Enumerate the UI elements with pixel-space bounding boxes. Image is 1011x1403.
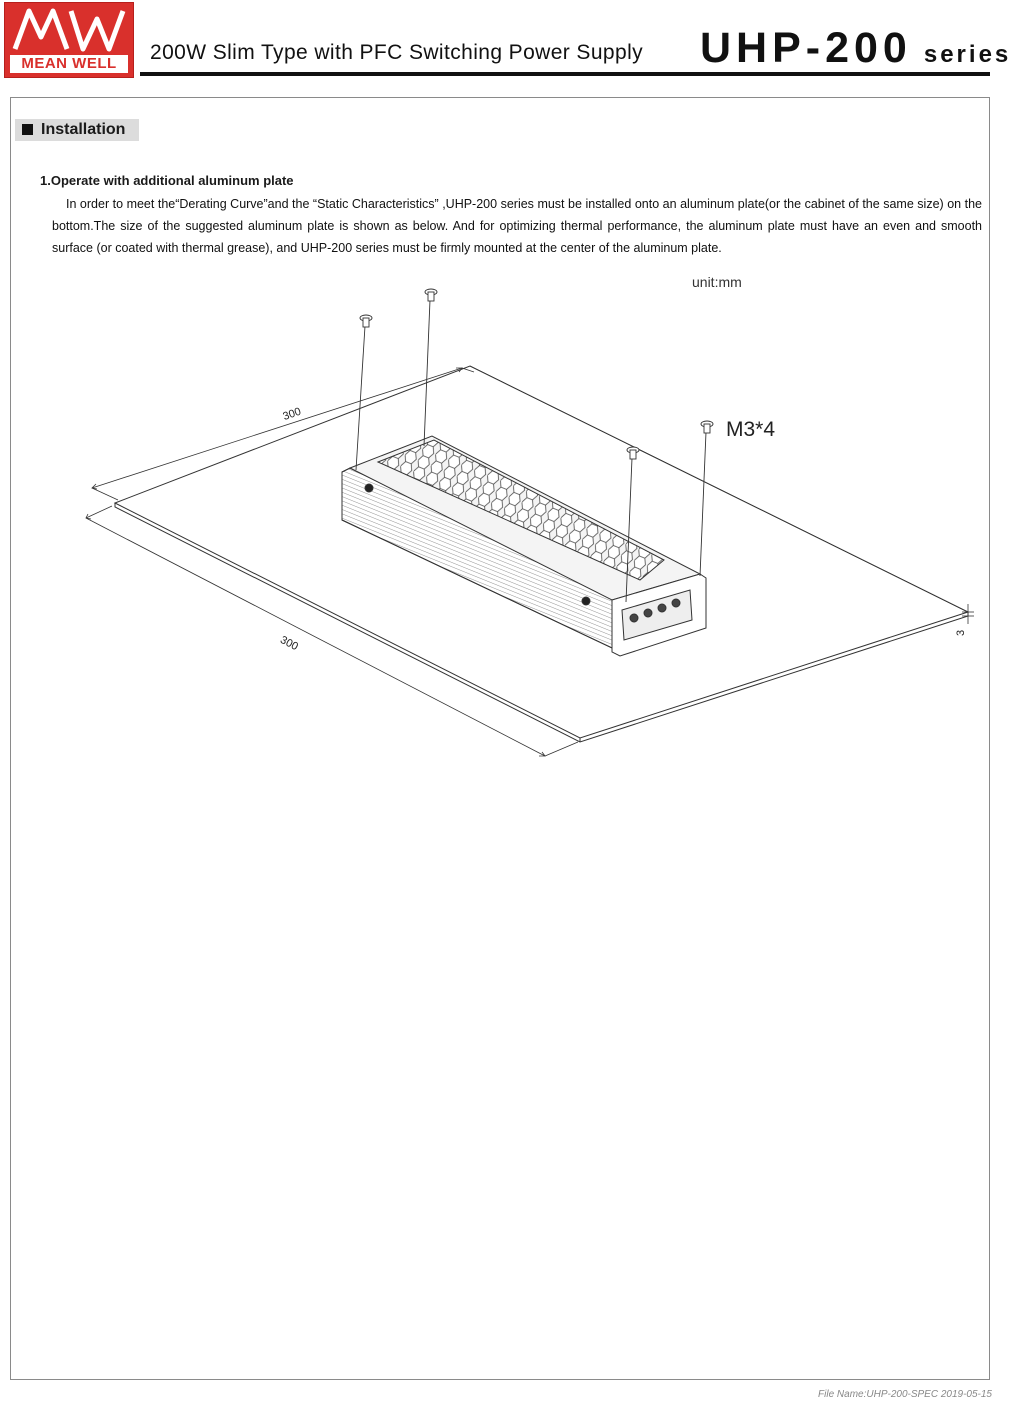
unit-label: unit:mm [692, 274, 742, 290]
model-name: UHP-200 [700, 24, 912, 72]
step-body [52, 193, 982, 259]
model-suffix: series [923, 41, 1011, 68]
installation-diagram [0, 280, 1000, 780]
mean-well-logo [4, 2, 134, 78]
logo-text: MEAN WELL [10, 55, 128, 73]
mw-logo-icon [11, 7, 129, 53]
header-rule [140, 72, 990, 76]
section-header [15, 119, 139, 141]
bullet-square-icon [22, 124, 33, 135]
model-title [700, 24, 1011, 73]
step-title: 1.Operate with additional aluminum plate [40, 173, 294, 188]
step-body-text: In order to meet the“Derating Curve”and the “Static Characteristics” ,UHP-200 series must be installed onto an aluminum plate(or the cabinet of the same size) on the bottom.The size of the suggested aluminum plate is shown as below. And for optimizing thermal performance, the aluminum plate must have an even and smooth surface (or coated with thermal grease), and UHP-200 series must be firmly mounted at the center of the aluminum plate. [52, 197, 982, 255]
file-name-footer: File Name:UHP-200-SPEC 2019-05-15 [818, 1389, 992, 1400]
dimension-thickness-label: 3 [955, 629, 967, 636]
screw-2-icon [425, 289, 437, 301]
dimension-top-label: 300 [281, 405, 303, 423]
screw-label: M3*4 [726, 418, 776, 441]
screw-4-icon [701, 421, 713, 433]
dimension-bottom-label: 300 [278, 634, 300, 654]
dimension-thickness [962, 604, 974, 624]
section-title: Installation [41, 121, 126, 138]
document-subtitle: 200W Slim Type with PFC Switching Power Supply [150, 41, 644, 64]
screw-1-icon [360, 315, 372, 327]
